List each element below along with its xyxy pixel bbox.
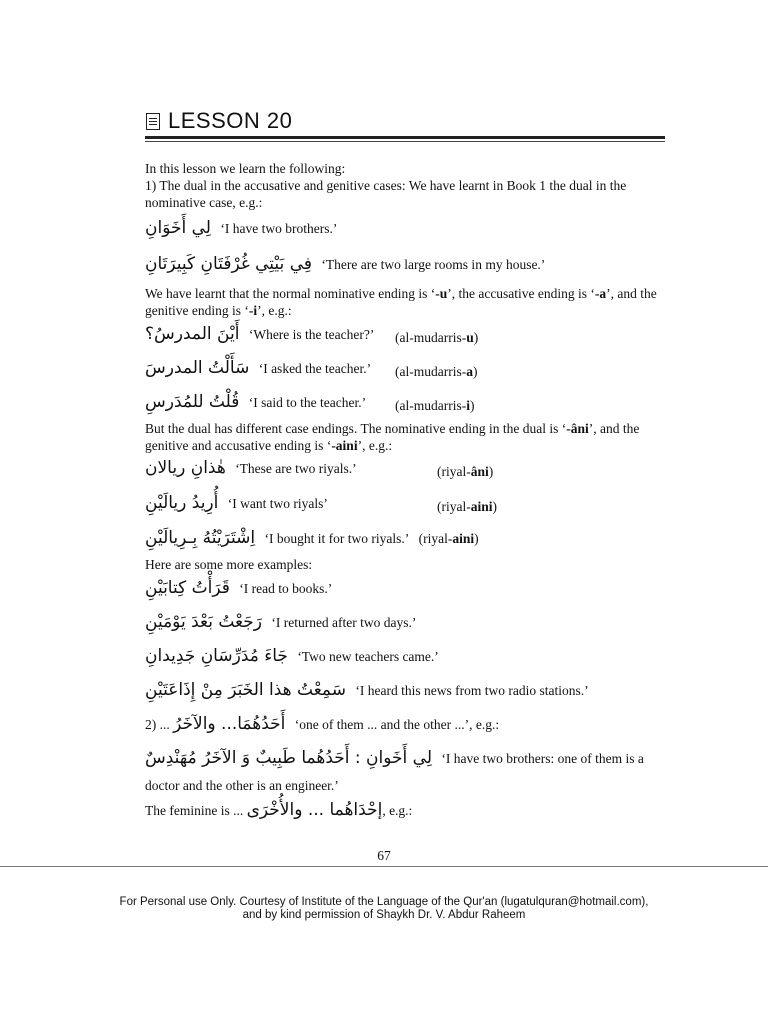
arabic-text: اِشْتَرَيْتُهُ بِـرِيالَيْنِ <box>145 528 256 548</box>
arabic-text: قُلْتُ للمُدَرسِ <box>145 392 240 412</box>
eg-text: , e.g.: <box>382 803 413 818</box>
more-examples-label: Here are some more examples: <box>145 557 313 572</box>
footer-line: For Personal use Only. Courtesy of Institute of the Language of the Qur'an (lugatulquran@hotmail.com), <box>119 896 649 908</box>
intro-point-1: 1) The dual in the accusative and genitive cases: We have learnt in Book 1 the dual in the nominative case, e.g.: <box>145 178 627 210</box>
english-gloss: ‘I heard this news from two radio stations.’ <box>355 683 589 698</box>
example-row <box>145 218 667 246</box>
feminine-label: The feminine is ... <box>145 803 244 818</box>
example-row <box>145 578 667 606</box>
english-gloss: ‘one of them ... and the other ...’, e.g.: <box>294 717 500 732</box>
example-row <box>145 324 667 352</box>
ending-a: -a <box>594 286 607 301</box>
english-gloss: ‘Where is the teacher?’ <box>248 327 375 342</box>
arabic-text: قَرَأْتُ كِتابَيْنِ <box>145 578 230 598</box>
arabic-text: سَمِعْتُ هذا الخَبَرَ مِنْ إِذَاعَتَيْنِ <box>145 680 346 700</box>
example-row <box>145 358 667 386</box>
arabic-text: هٰذانِ ريالان <box>145 458 226 478</box>
ending-ani: -âni <box>566 421 589 436</box>
transliteration: (al-mudarris-i) <box>395 398 475 413</box>
example-row <box>145 612 667 640</box>
arabic-text: لِي أَخَوَانِ <box>145 218 211 238</box>
document-icon <box>146 113 160 130</box>
english-gloss: ‘I have two brothers: one of them is a <box>441 751 644 766</box>
english-gloss: ‘There are two large rooms in my house.’ <box>321 257 546 272</box>
english-gloss: ‘I asked the teacher.’ <box>258 361 372 376</box>
arabic-text: لِي أَخَوانِ : أَحَدُهُما طَبِيبٌ وَ الآخَرُ مُهَنْدِسٌ <box>145 748 432 768</box>
transliteration: (al-mudarris-a) <box>395 364 478 379</box>
header-rule-thick <box>145 136 665 139</box>
example-row <box>145 748 667 776</box>
example-row <box>145 392 667 420</box>
english-gloss: ‘I have two brothers.’ <box>220 221 338 236</box>
english-gloss: ‘I returned after two days.’ <box>271 615 417 630</box>
arabic-text: فِي بَيْتِي غُرْفَتَانِ كَبِيرَتَانِ <box>145 254 312 274</box>
example-row <box>145 680 667 708</box>
page-number: 67 <box>377 848 391 863</box>
lesson-title: LESSON 20 <box>168 108 293 133</box>
example-continuation: doctor and the other is an engineer.’ <box>145 778 339 793</box>
dual-endings-paragraph: But the dual has different case endings. The nominative ending in the dual is ‘-âni’, and the genitive and accusative ending is ‘-aini’, e.g.: <box>145 421 640 453</box>
footer-line: and by kind permission of Shaykh Dr. V. Abdur Raheem <box>242 909 526 921</box>
arabic-text: سَأَلْتُ المدرسَ <box>145 358 250 378</box>
feminine-row <box>145 800 667 828</box>
example-row <box>145 493 667 521</box>
english-gloss: ‘Two new teachers came.’ <box>297 649 439 664</box>
arabic-text: أَيْنَ المدرسُ؟ <box>145 324 240 344</box>
english-gloss: ‘I read to books.’ <box>239 581 333 596</box>
example-row <box>145 458 667 486</box>
transliteration: (riyal-âni) <box>437 464 494 479</box>
ending-aini: -aini <box>331 438 358 453</box>
english-gloss: ‘I bought it for two riyals.’ <box>264 531 410 546</box>
lesson-header <box>146 108 292 134</box>
arabic-text: أُرِيدُ ريالَيْنِ <box>145 493 219 513</box>
arabic-text: إحْدَاهُما ... والأُخْرَى <box>246 800 383 820</box>
arabic-text: جَاءَ مُدَرِّسَانِ جَدِيدانِ <box>145 646 288 666</box>
intro-line: In this lesson we learn the following: <box>145 161 346 176</box>
intro-block <box>145 160 667 211</box>
footer-note <box>0 896 768 922</box>
ending-u: -u <box>435 286 448 301</box>
bottom-rule <box>0 866 768 867</box>
example-row <box>145 528 667 556</box>
example-row <box>145 254 667 282</box>
endings-paragraph: We have learnt that the normal nominative ending is ‘-u’, the accusative ending is ‘-a’, and the genitive ending is ‘-i’, e.g.: <box>145 286 657 318</box>
example-row <box>145 646 667 674</box>
english-gloss: ‘I said to the teacher.’ <box>248 395 367 410</box>
point-2-row <box>145 714 667 742</box>
transliteration: (riyal-aini) <box>437 499 497 514</box>
english-gloss: ‘I want two riyals’ <box>227 496 328 511</box>
arabic-text: رَجَعْتُ بَعْدَ يَوْمَيْنِ <box>145 612 262 632</box>
arabic-text: أَحَدُهُمَا... والآخَرُ <box>173 714 286 734</box>
english-gloss: ‘These are two riyals.’ <box>235 461 357 476</box>
transliteration: (al-mudarris-u) <box>395 330 479 345</box>
header-rule-thin <box>145 141 665 142</box>
ending-i: -i <box>248 303 258 318</box>
point-number: 2) ... <box>145 717 170 732</box>
transliteration: (riyal-aini) <box>418 531 479 546</box>
